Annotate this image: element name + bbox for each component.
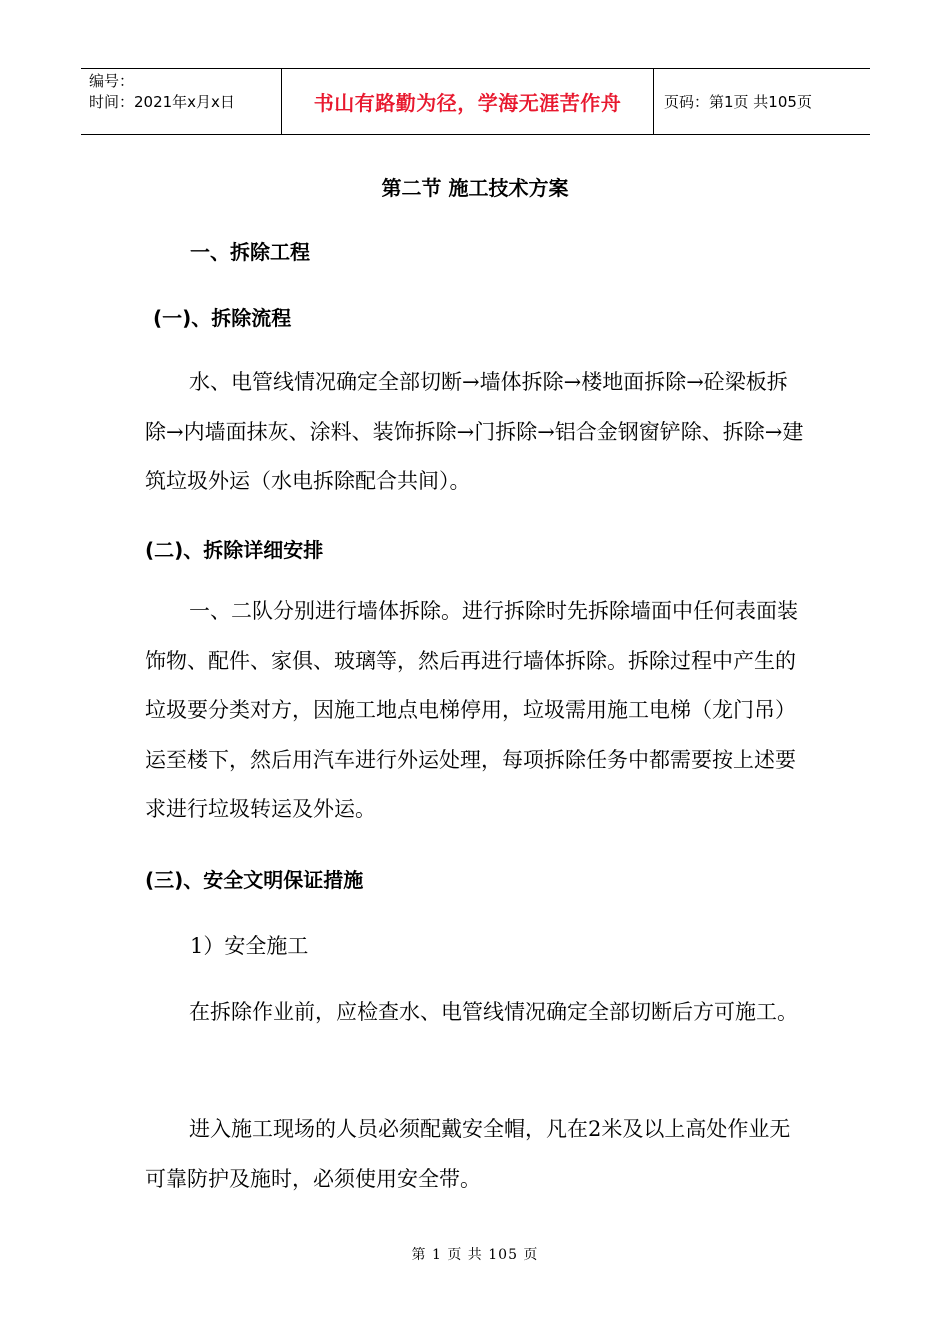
list-item-safe-construction: 1）安全施工	[190, 934, 309, 958]
paragraph-safety-helmet: 进入施工现场的人员必须配戴安全帽，凡在2米及以上高处作业无可靠防护及施时，必须使用安全带。	[145, 1117, 791, 1191]
paragraph-process: 水、电管线情况确定全部切断→墙体拆除→楼地面拆除→砼梁板拆除→内墙面抹灰、涂料、装饰拆除→门拆除→铝合金钢窗铲除、拆除→建筑垃圾外运（水电拆除配合共间）。	[145, 370, 804, 493]
subsection-heading-process: (一)、拆除流程	[153, 306, 292, 330]
subsection-heading-arrangement: (二)、拆除详细安排	[145, 538, 324, 562]
paragraph-arrangement: 一、二队分别进行墙体拆除。进行拆除时先拆除墙面中任何表面装饰物、配件、家俱、玻璃等，然后再进行墙体拆除。拆除过程中产生的垃圾要分类对方，因施工地点电梯停用，垃圾需用施工电梯（龙门吊）运至楼下，然后用汽车进行外运处理，每项拆除任务中都需要按上述要求进行垃圾转运及外运。	[145, 599, 798, 821]
header-motto-cell	[281, 69, 654, 134]
paragraph-safety-check: 在拆除作业前，应检查水、电管线情况确定全部切断后方可施工。	[189, 1000, 798, 1024]
page-title: 第二节 施工技术方案	[381, 176, 569, 200]
header-meta	[81, 69, 281, 134]
page-footer: 第 1 页 共 105 页	[411, 1247, 539, 1263]
document-date: 时间：2021年x月x日	[89, 93, 235, 111]
document-number-label: 编号：	[89, 72, 135, 90]
document-header	[81, 68, 870, 135]
subsection-heading-safety: (三)、安全文明保证措施	[145, 868, 364, 892]
header-page-info: 页码：第1页 共105页	[664, 93, 812, 111]
header-motto: 书山有路勤为径，学海无涯苦作舟	[313, 91, 622, 115]
section-heading-demolition: 一、拆除工程	[190, 240, 310, 264]
